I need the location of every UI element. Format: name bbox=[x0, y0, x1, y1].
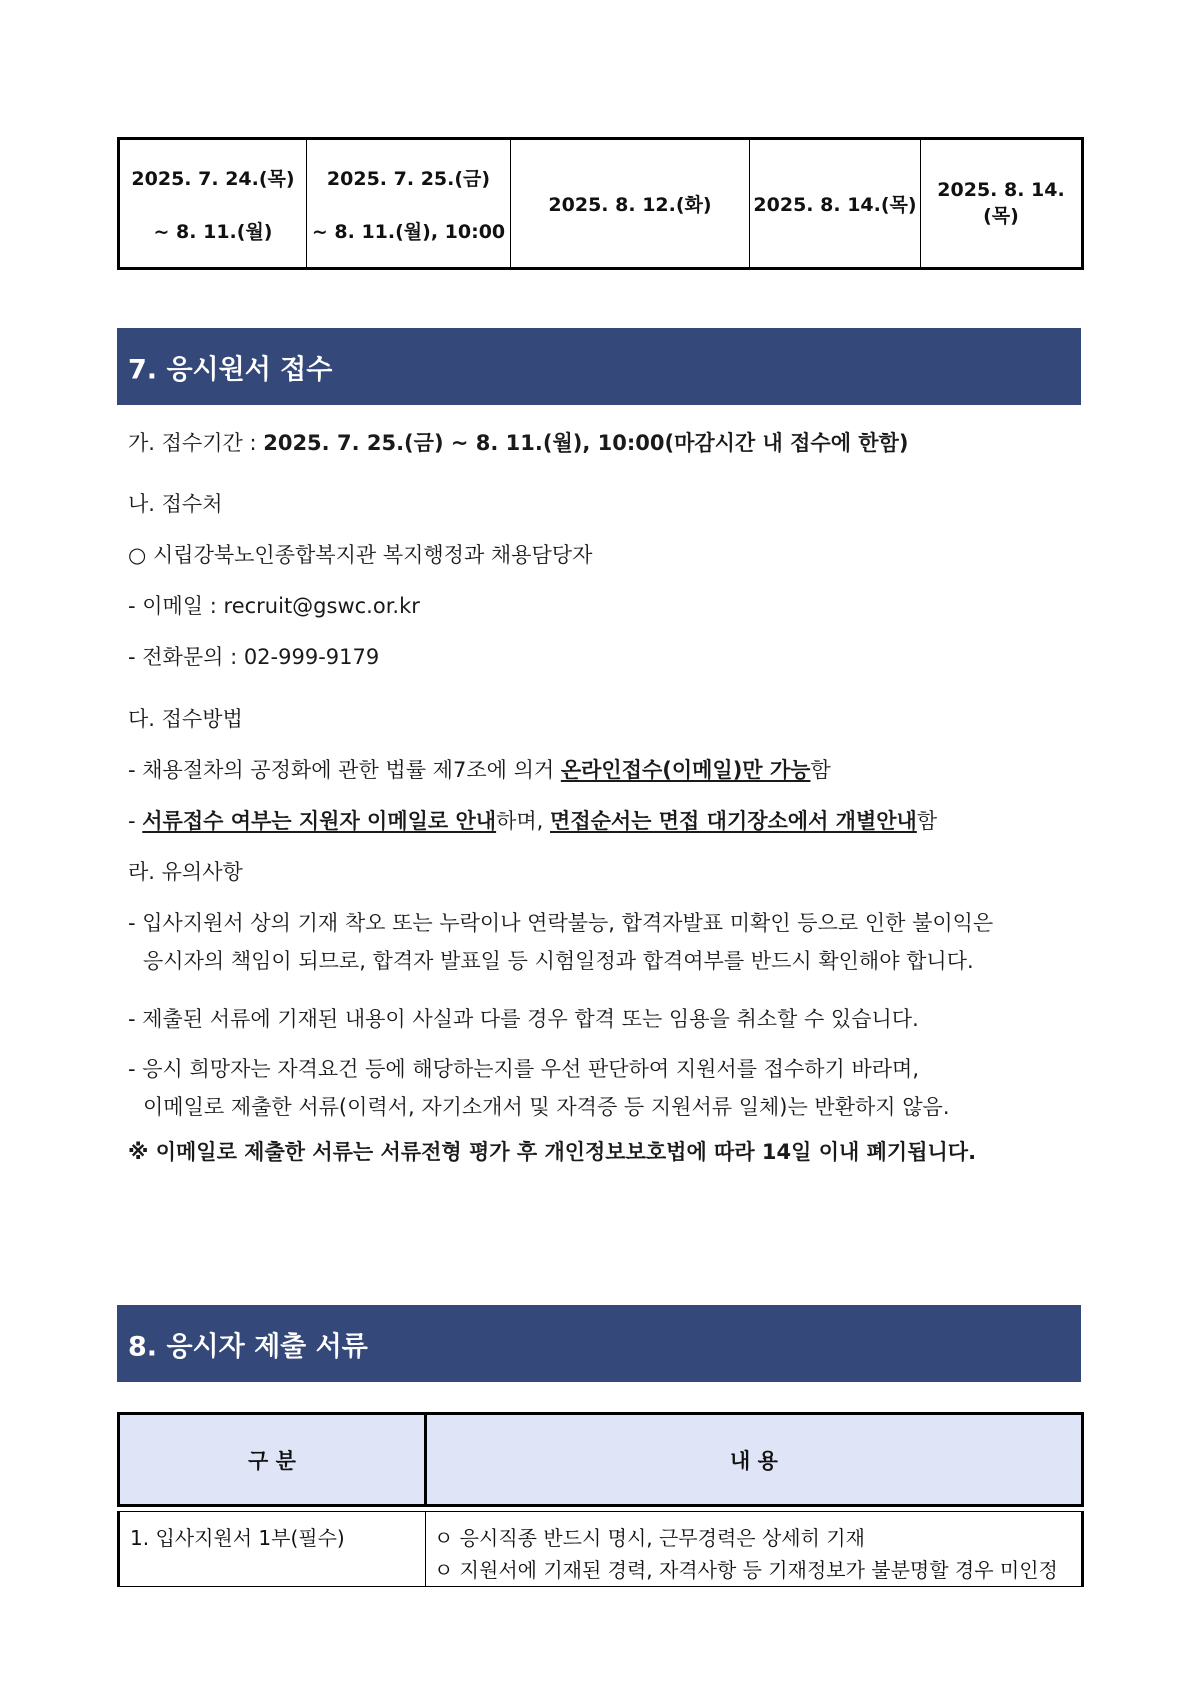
method-line-2 bbox=[128, 805, 937, 835]
schedule-cell-line1: 2025. 8. 14.(목) bbox=[753, 194, 917, 216]
schedule-cell-line2: ~ 8. 11.(월) bbox=[153, 220, 273, 243]
period-value: 2025. 7. 25.(금) ~ 8. 11.(월), 10:00(마감시간 내 접수에 한함) bbox=[263, 431, 909, 455]
schedule-cell-line1: 2025. 7. 24.(목) bbox=[131, 167, 295, 190]
method1-post: 함 bbox=[810, 758, 831, 782]
note2: - 제출된 서류에 기재된 내용이 사실과 다를 경우 합격 또는 임용을 취소할 수 있습니다. bbox=[128, 1007, 919, 1031]
section7-header bbox=[117, 328, 1081, 405]
notes-label: 라. 유의사항 bbox=[128, 860, 243, 884]
email-line: - 이메일 : recruit@gswc.or.kr bbox=[128, 594, 420, 618]
row1-line1: ㅇ 응시직종 반드시 명시, 근무경력은 상세히 기재 bbox=[434, 1526, 865, 1550]
method2-mid: 하며, bbox=[496, 809, 551, 833]
row1-content-cell bbox=[426, 1512, 1083, 1587]
row1-label: 1. 입사지원서 1부(필수) bbox=[130, 1526, 345, 1550]
schedule-cell-line2: ~ 8. 11.(월), 10:00 bbox=[311, 220, 506, 243]
method2-bold2: 면접순서는 면접 대기장소에서 개별안내 bbox=[550, 809, 917, 833]
warning-note: ※ 이메일로 제출한 서류는 서류전형 평가 후 개인정보보호법에 따라 14일 이내 폐기됩니다. bbox=[128, 1140, 977, 1164]
schedule-cell-line1: 2025. 7. 25.(금) bbox=[326, 167, 491, 190]
schedule-cell bbox=[921, 139, 1083, 269]
method2-bold1: 서류접수 여부는 지원자 이메일로 안내 bbox=[142, 809, 497, 833]
section8-header bbox=[117, 1305, 1081, 1382]
schedule-cell bbox=[119, 139, 307, 269]
section8-title: 8. 응시자 제출 서류 bbox=[128, 1331, 368, 1362]
col-header-content: 내 용 bbox=[426, 1414, 1083, 1506]
method-label: 다. 접수방법 bbox=[128, 707, 243, 731]
section7-title: 7. 응시원서 접수 bbox=[128, 354, 333, 385]
method2-pre: - bbox=[128, 809, 143, 833]
schedule-cell bbox=[307, 139, 511, 269]
place-org: ○ 시립강북노인종합복지관 복지행정과 채용담당자 bbox=[128, 543, 593, 567]
phone-line: - 전화문의 : 02-999-9179 bbox=[128, 645, 380, 669]
table-row bbox=[119, 1512, 1083, 1587]
period-label: 가. 접수기간 : bbox=[128, 431, 264, 455]
row1-line2: ㅇ 지원서에 기재된 경력, 자격사항 등 기재정보가 불분명할 경우 미인정 bbox=[434, 1558, 1058, 1582]
schedule-table bbox=[117, 137, 1084, 270]
schedule-cell bbox=[750, 139, 921, 269]
note3-line1: - 응시 희망자는 자격요건 등에 해당하는지를 우선 판단하여 지원서를 접수하기 바라며, bbox=[128, 1057, 920, 1081]
table-header-row bbox=[119, 1414, 1083, 1506]
note1-line1: - 입사지원서 상의 기재 착오 또는 누락이나 연락불능, 합격자발표 미확인 등으로 인한 불이익은 bbox=[128, 911, 994, 935]
method-line-1 bbox=[128, 754, 831, 784]
method2-post: 함 bbox=[916, 809, 938, 833]
row1-label-cell bbox=[119, 1512, 426, 1587]
schedule-row bbox=[119, 139, 1083, 269]
schedule-cell-line1: 2025. 8. 12.(화) bbox=[548, 194, 712, 216]
schedule-cell-line1: 2025. 8. 14.(목) bbox=[937, 179, 1065, 227]
period-line bbox=[128, 427, 908, 457]
col-header-category: 구 분 bbox=[119, 1414, 426, 1506]
documents-table bbox=[117, 1412, 1084, 1587]
note1-line2: 응시자의 책임이 되므로, 합격자 발표일 등 시험일정과 합격여부를 반드시 확인해야 합니다. bbox=[143, 949, 974, 973]
note3-line2: 이메일로 제출한 서류(이력서, 자기소개서 및 자격증 등 지원서류 일체)는 반환하지 않음. bbox=[143, 1095, 950, 1119]
place-label: 나. 접수처 bbox=[128, 492, 223, 516]
method1-pre: - 채용절차의 공정화에 관한 법률 제7조에 의거 bbox=[128, 758, 561, 782]
method1-bold: 온라인접수(이메일)만 가능 bbox=[560, 758, 811, 782]
schedule-cell bbox=[511, 139, 750, 269]
